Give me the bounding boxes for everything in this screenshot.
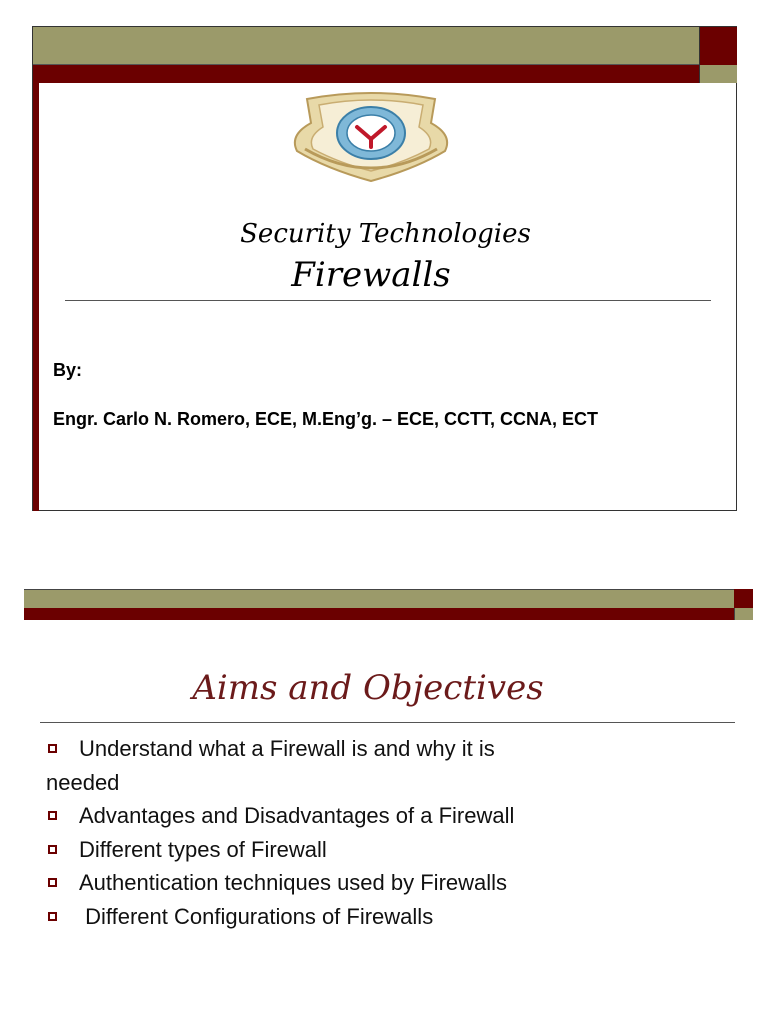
title-slide xyxy=(32,26,737,511)
header-maroon-square xyxy=(699,27,737,65)
title-divider xyxy=(40,722,735,723)
list-item-text: Different types of Firewall xyxy=(79,836,327,862)
school-seal-icon xyxy=(285,89,457,185)
list-item xyxy=(46,799,546,833)
author-credit: Engr. Carlo N. Romero, ECE, M.Eng’g. – ECE, CCTT, CCNA, ECT xyxy=(53,409,599,429)
title-divider xyxy=(65,300,711,301)
objectives-list xyxy=(46,732,546,933)
list-item xyxy=(46,866,546,900)
square-bullet-icon xyxy=(48,744,57,753)
header-olive-square xyxy=(734,608,753,620)
slide-subtitle: Security Technologies xyxy=(240,219,531,249)
list-item xyxy=(46,732,546,799)
square-bullet-icon xyxy=(48,845,57,854)
list-item-text: Authentication techniques used by Firewalls xyxy=(79,870,508,895)
header-olive-bar xyxy=(24,589,734,608)
square-bullet-icon xyxy=(48,912,57,921)
list-item-text: Understand what a Firewall is and why it is needed xyxy=(46,736,495,795)
list-item-text: Advantages and Disadvantages of a Firewall xyxy=(79,803,515,828)
list-item-text: Different Configurations of Firewalls xyxy=(79,903,434,929)
header-maroon-bar xyxy=(24,608,734,620)
header-olive-square xyxy=(699,65,737,83)
left-maroon-stripe xyxy=(33,83,39,511)
header-maroon-square xyxy=(734,589,753,608)
header-maroon-bar xyxy=(33,65,699,83)
by-label: By: xyxy=(53,360,83,380)
slide-title: Aims and Objectives xyxy=(192,668,544,708)
square-bullet-icon xyxy=(48,811,57,820)
list-item xyxy=(46,900,546,934)
list-item xyxy=(46,833,546,867)
slide-title: Firewalls xyxy=(291,255,451,295)
header-olive-bar xyxy=(33,27,699,65)
square-bullet-icon xyxy=(48,878,57,887)
